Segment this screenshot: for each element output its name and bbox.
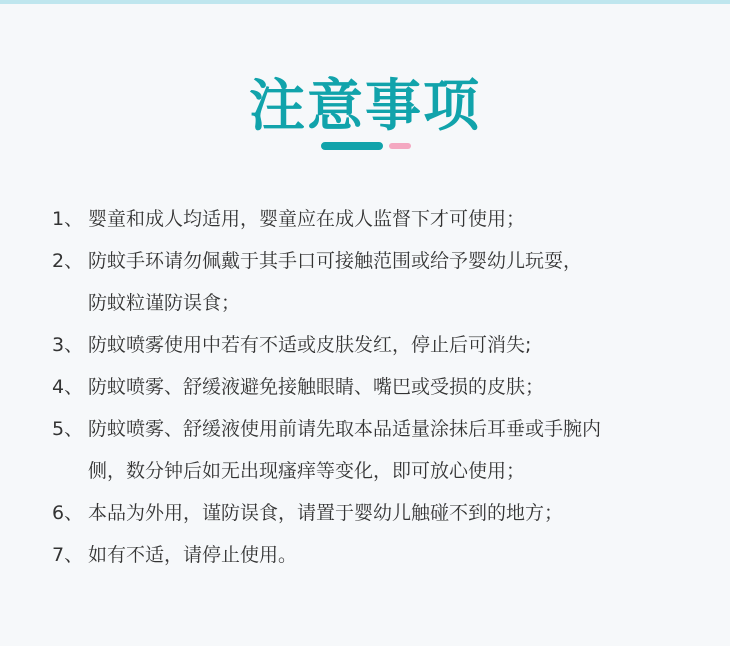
note-text-line: 婴童和成人均适用，婴童应在成人监督下才可使用； <box>88 208 526 230</box>
note-text-line: 本品为外用，谨防误食，请置于婴幼儿触碰不到的地方； <box>88 502 564 524</box>
note-text-line: 防蚊喷雾、舒缓液避免接触眼睛、嘴巴或受损的皮肤； <box>88 376 545 398</box>
note-item-2 <box>0 240 730 324</box>
note-text-line: 侧，数分钟后如无出现瘙痒等变化，即可放心使用； <box>88 460 526 482</box>
note-number: 2、 <box>52 250 84 272</box>
note-text-line: 防蚊手环请勿佩戴于其手口可接触范围或给予婴幼儿玩耍， <box>88 250 583 272</box>
divider-bar-accent <box>389 143 411 149</box>
top-decor-strip <box>0 0 730 4</box>
note-number: 4、 <box>52 376 84 398</box>
note-number: 7、 <box>52 544 84 566</box>
note-item-6 <box>0 492 730 534</box>
page-title: 注意事项 <box>249 73 481 139</box>
note-number: 5、 <box>52 418 84 440</box>
notes-list <box>0 198 730 576</box>
note-text-line: 防蚊喷雾、舒缓液使用前请先取本品适量涂抹后耳垂或手腕内 <box>88 418 602 440</box>
note-text-line: 如有不适，请停止使用。 <box>88 544 298 566</box>
note-item-7 <box>0 534 730 576</box>
title-divider <box>0 142 730 152</box>
divider-bar-main <box>321 142 383 150</box>
note-item-4 <box>0 366 730 408</box>
note-text-line: 防蚊喷雾使用中若有不适或皮肤发红，停止后可消失; <box>88 334 532 356</box>
note-number: 6、 <box>52 502 84 524</box>
note-number: 3、 <box>52 334 84 356</box>
note-number: 1、 <box>52 208 84 230</box>
note-item-1 <box>0 198 730 240</box>
note-item-5 <box>0 408 730 492</box>
note-item-3 <box>0 324 730 366</box>
note-text-line: 防蚊粒谨防误食； <box>88 292 241 314</box>
